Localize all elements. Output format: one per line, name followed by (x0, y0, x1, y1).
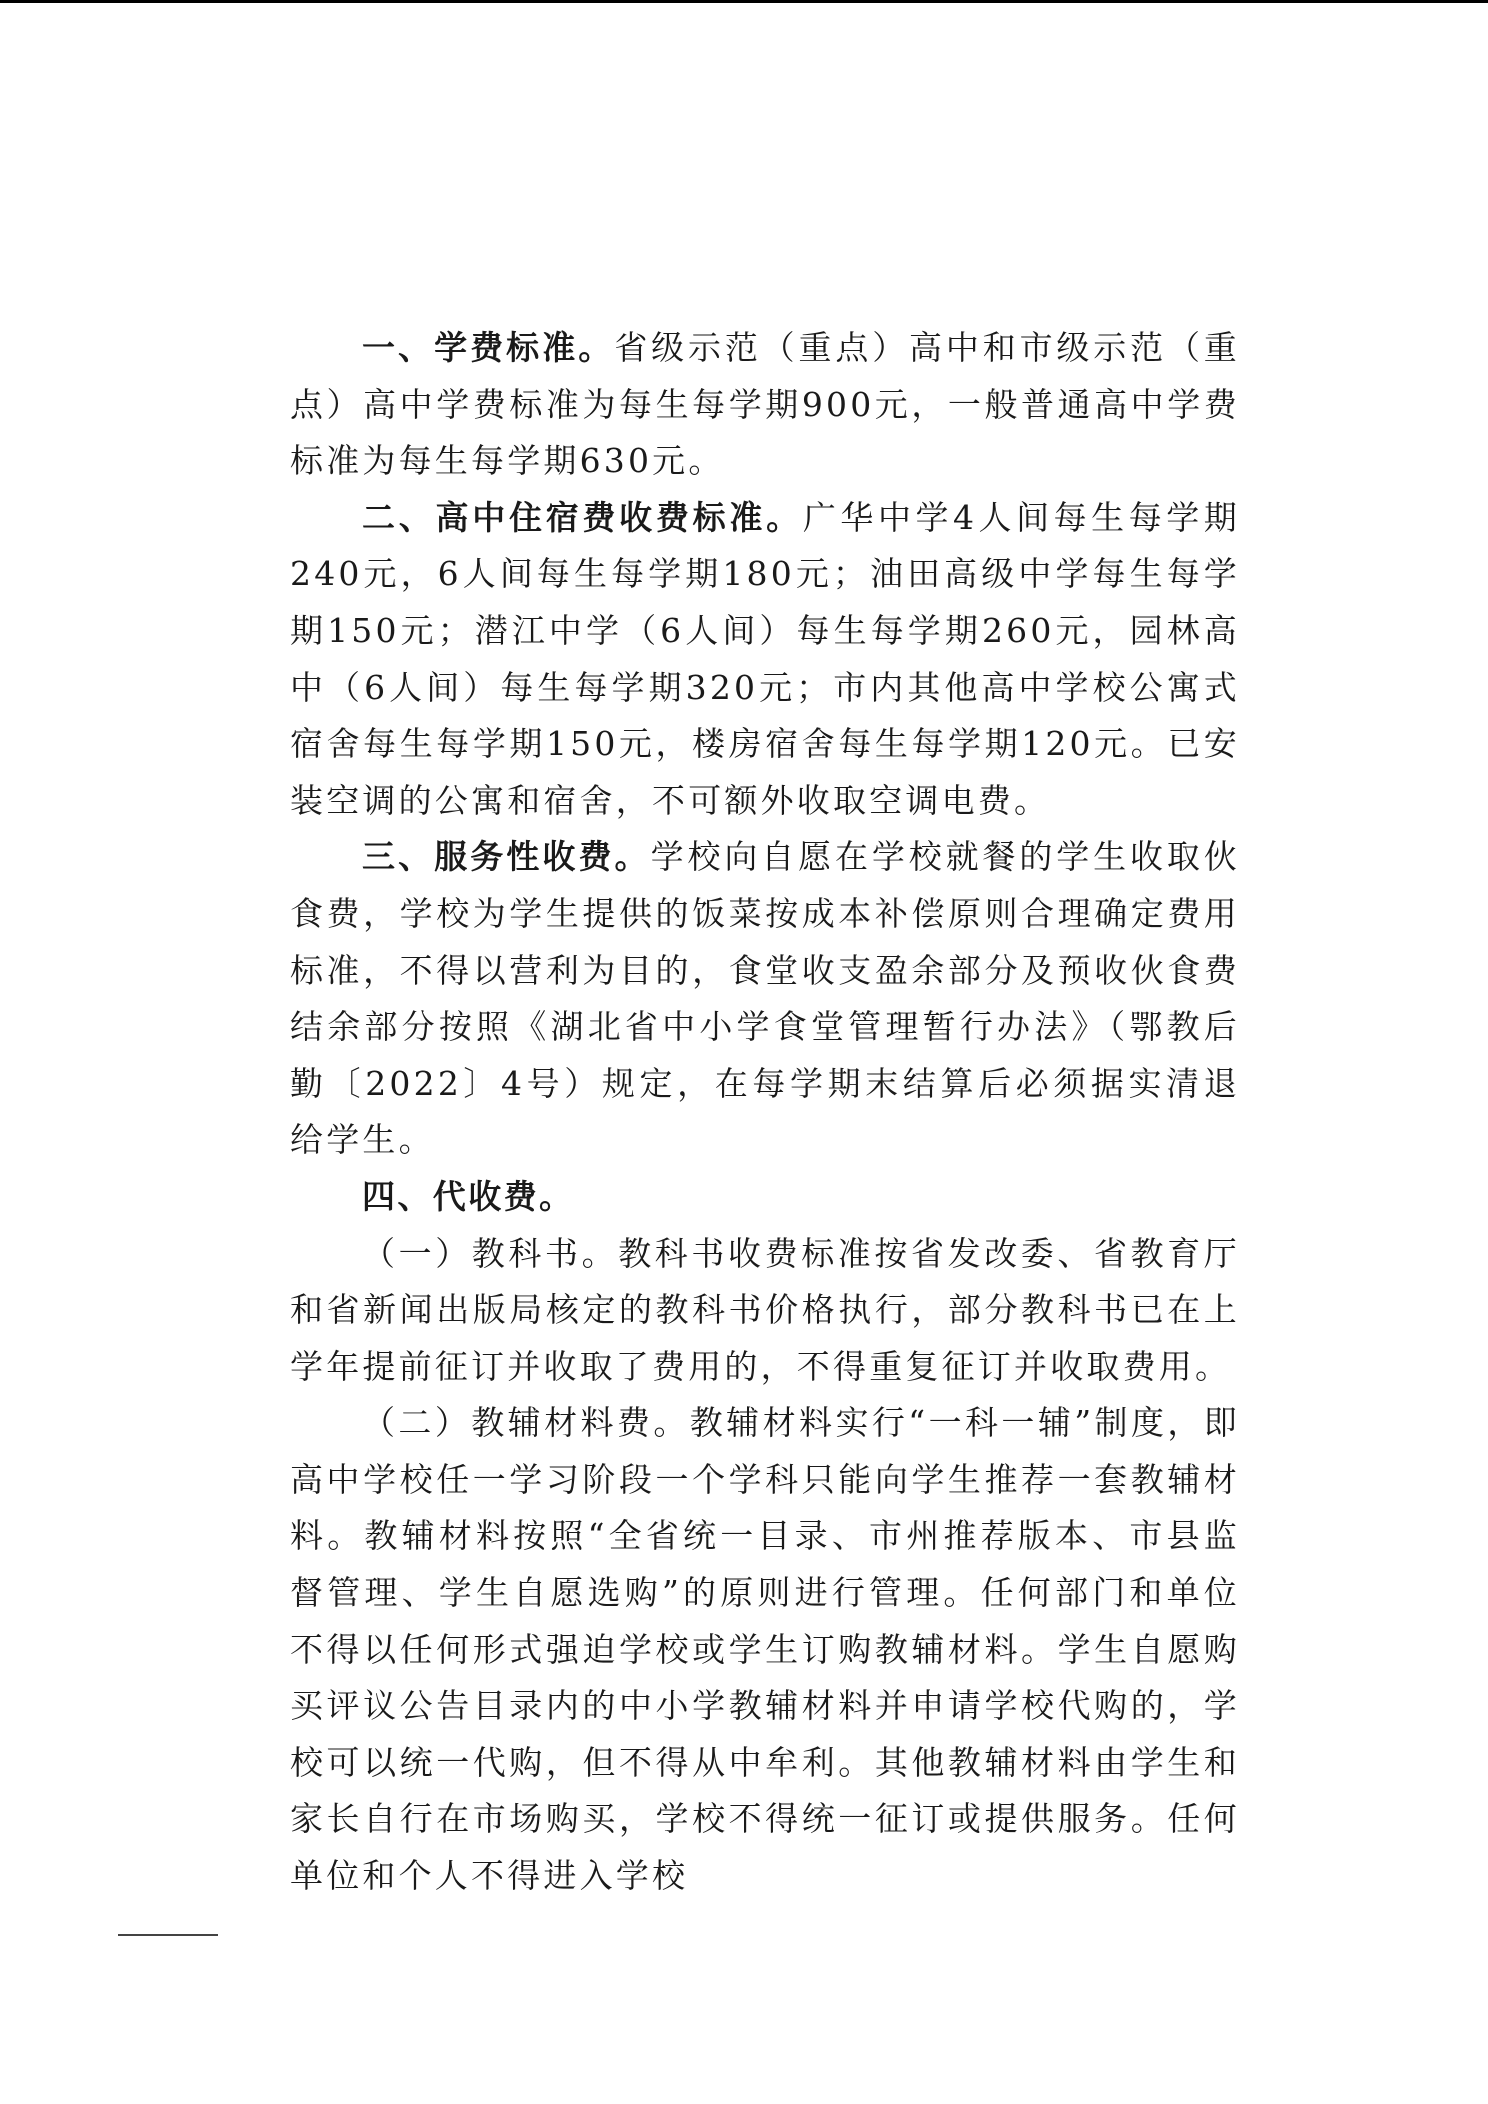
text-tuition: 省级示范（重点）高中和市级示范（重点）高中学费标准为每生每学期900元，一般普通高中学费标准为每生每学期630元。 (290, 328, 1240, 481)
paragraph-textbooks (290, 1226, 1240, 1396)
heading-collection: 四、代收费。 (362, 1176, 575, 1216)
paragraph-tuition (290, 320, 1240, 490)
paragraph-materials (290, 1395, 1240, 1904)
paragraph-collection (290, 1169, 1240, 1226)
heading-tuition: 一、学费标准。 (362, 328, 615, 367)
heading-accommodation: 二、高中住宿费收费标准。 (362, 497, 803, 537)
footer-rule (118, 1934, 218, 1936)
document-body (290, 320, 1240, 1905)
page-top-border (0, 0, 1488, 3)
heading-service: 三、服务性收费。 (362, 837, 651, 877)
text-textbooks: （一）教科书。教科书收费标准按省发改委、省教育厅和省新闻出版局核定的教科书价格执行，部分教科书已在上学年提前征订并收取了费用的，不得重复征订并收取费用。 (290, 1233, 1240, 1386)
paragraph-accommodation (290, 490, 1240, 830)
text-accommodation: 广华中学4人间每生每学期240元，6人间每生每学期180元；油田高级中学每生每学期150元；潜江中学（6人间）每生每学期260元，园林高中（6人间）每生每学期320元；市内其他高中学校公寓式宿舍每生每学期150元，楼房宿舍每生每学期120元。已安装空调的公寓和宿舍，不可额外收取空调电费。 (290, 497, 1240, 820)
text-service: 学校向自愿在学校就餐的学生收取伙食费，学校为学生提供的饭菜按成本补偿原则合理确定费用标准，不得以营利为目的，食堂收支盈余部分及预收伙食费结余部分按照《湖北省中小学食堂管理暂行办法》（鄂教后勤〔2022〕4号）规定，在每学期末结算后必须据实清退给学生。 (290, 837, 1240, 1160)
paragraph-service (290, 829, 1240, 1169)
text-materials: （二）教辅材料费。教辅材料实行“一科一辅”制度，即高中学校任一学习阶段一个学科只能向学生推荐一套教辅材料。教辅材料按照“全省统一目录、市州推荐版本、市县监督管理、学生自愿选购”的原则进行管理。任何部门和单位不得以任何形式强迫学校或学生订购教辅材料。学生自愿购买评议公告目录内的中小学教辅材料并申请学校代购的，学校可以统一代购，但不得从中牟利。其他教辅材料由学生和家长自行在市场购买，学校不得统一征订或提供服务。任何单位和个人不得进入学校 (290, 1403, 1240, 1896)
